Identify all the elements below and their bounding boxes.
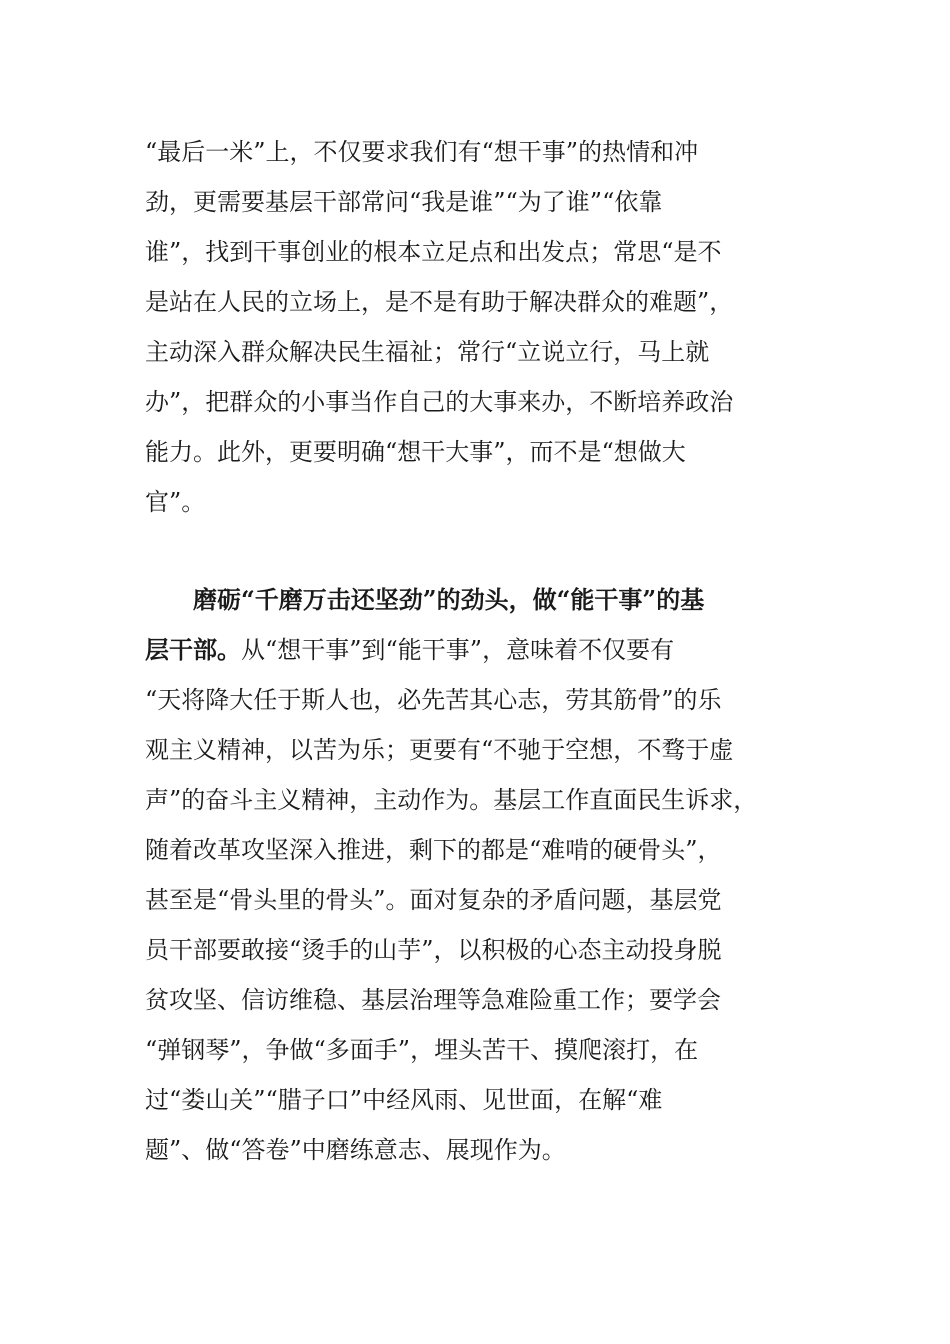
section-heading-end: 层干部。 [145, 635, 241, 664]
paragraph-line: 能力。此外，更要明确“想干大事”，而不是“想做大 [145, 438, 686, 466]
paragraph-line-text: 从“想干事”到“能干事”，意味着不仅要有 [241, 636, 675, 664]
paragraph-line: 是站在人民的立场上，是不是有助于解决群众的难题”， [145, 288, 734, 316]
paragraph-line: 观主义精神，以苦为乐；更要有“不驰于空想，不骛于虚 [145, 736, 734, 764]
paragraph-line: 劲，更需要基层干部常问“我是谁”“为了谁”“依靠 [145, 188, 663, 216]
paragraph-line: 主动深入群众解决民生福祉；常行“立说立行，马上就 [145, 338, 710, 366]
paragraph-line: “最后一米”上，不仅要求我们有“想干事”的热情和冲 [145, 138, 699, 166]
section-heading-line: 磨砺“千磨万击还坚劲”的劲头，做“能干事”的基 [145, 585, 705, 614]
paragraph-line: 员干部要敢接“烫手的山芋”，以积极的心态主动投身脱 [145, 936, 722, 964]
paragraph-line: 题”、做“答卷”中磨练意志、展现作为。 [145, 1136, 566, 1164]
paragraph-line [145, 625, 805, 675]
paragraph-line: “天将降大任于斯人也，必先苦其心志，劳其筋骨”的乐 [145, 686, 722, 714]
paragraph-line: 贫攻坚、信访维稳、基层治理等急难险重工作；要学会 [145, 986, 721, 1014]
paragraph-line: 谁”，找到干事创业的根本立足点和出发点；常思“是不 [145, 238, 722, 266]
paragraph-1 [145, 127, 805, 527]
paragraph-line: 过“娄山关”“腊子口”中经风雨、见世面，在解“难 [145, 1086, 663, 1114]
paragraph-line: 声”的奋斗主义精神，主动作为。基层工作直面民生诉求， [145, 786, 758, 814]
paragraph-2 [145, 575, 805, 1175]
paragraph-line: 随着改革攻坚深入推进，剩下的都是“难啃的硬骨头”， [145, 836, 722, 864]
paragraph-line: “弹钢琴”，争做“多面手”，埋头苦干、摸爬滚打，在 [145, 1036, 699, 1064]
paragraph-line: 办”，把群众的小事当作自己的大事来办，不断培养政治 [145, 388, 734, 416]
paragraph-line: 官”。 [145, 488, 206, 516]
paragraph-line: 甚至是“骨头里的骨头”。面对复杂的矛盾问题，基层党 [145, 886, 722, 914]
